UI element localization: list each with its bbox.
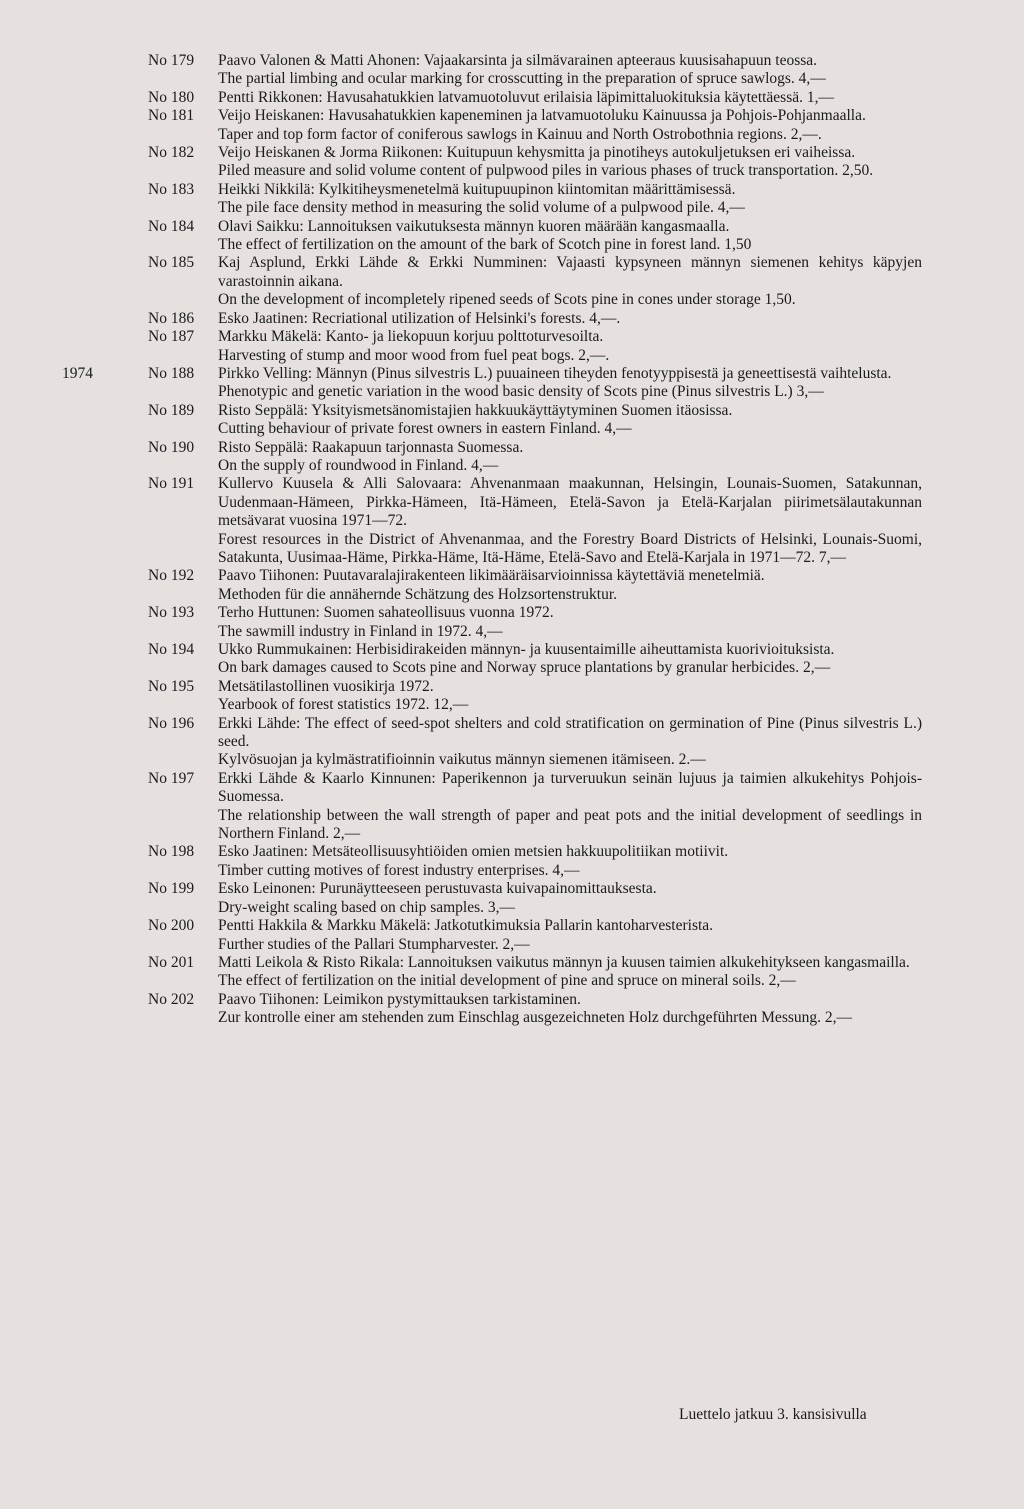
publication-translation: On the development of incompletely ripened seeds of Scots pine in cones under storage 1,50.: [218, 291, 796, 309]
publication-number: No 192: [148, 567, 195, 585]
publication-number: No 184: [148, 217, 195, 235]
publication-title: Olavi Saikku: Lannoituksen vaikutuksesta männyn kuoren määrään kangasmaalla.: [218, 217, 730, 235]
publication-translation: Zur kontrolle einer am stehenden zum Einschlag ausgezeichneten Holz durchgeführten Messung. 2,—: [218, 1009, 853, 1027]
publication-translation: Phenotypic and genetic variation in the wood basic density of Scots pine (Pinus silvestris L.) 3,—: [218, 383, 824, 401]
publication-translation: The effect of fertilization on the amount of the bark of Scotch pine in forest land. 1,50: [218, 236, 752, 254]
publication-number: No 191: [148, 475, 195, 493]
publication-text: [218, 328, 922, 365]
publication-entry: [0, 310, 1024, 328]
publication-number: No 200: [148, 917, 195, 935]
publication-number: No 193: [148, 604, 195, 622]
publication-entry: [0, 328, 1024, 365]
publication-title: Matti Leikola & Risto Rikala: Lannoituksen vaikutus männyn ja kuusen taimien alkukehitykseen kangasmailla.: [218, 953, 910, 971]
publication-title: Esko Leinonen: Purunäytteeseen perustuvasta kuivapainomittauksesta.: [218, 880, 657, 898]
publication-number: No 181: [148, 107, 195, 125]
publication-text: [218, 954, 922, 991]
publication-translation: The relationship between the wall strength of paper and peat pots and the initial development of seedlings in Northern Finland. 2,—: [218, 806, 922, 843]
continuation-note: Luettelo jatkuu 3. kansisivulla: [679, 1406, 867, 1423]
publication-number: No 185: [148, 254, 195, 272]
publication-title: Heikki Nikkilä: Kylkitiheysmenetelmä kuitupuupinon kiintomitan määrittämisessä.: [218, 180, 736, 198]
publication-text: [218, 439, 922, 476]
publication-title: Kullervo Kuusela & Alli Salovaara: Ahvenanmaan maakunnan, Helsingin, Lounais-Suomen, Satakunnan, Uudenmaan-Hämeen, Pirkka-Hämeen, Itä-Hämeen, Etelä-Savon ja Etelä-Karjalan piirimetsälautakunnan metsävarat vuosina 1971—72.: [218, 475, 922, 530]
publication-title: Paavo Tiihonen: Leimikon pystymittauksen tarkistaminen.: [218, 990, 581, 1008]
publication-translation: The sawmill industry in Finland in 1972. 4,—: [218, 622, 503, 640]
publication-text: [218, 52, 922, 89]
publication-number: No 183: [148, 180, 195, 198]
publication-entry: [0, 715, 1024, 770]
publication-number: No 196: [148, 714, 195, 732]
publication-number: No 188: [148, 364, 195, 382]
publication-title: Kaj Asplund, Erkki Lähde & Erkki Numminen: Vajaasti kypsyneen männyn siemenen kehitys käpyjen varastoinnin aikana.: [218, 254, 922, 290]
publication-text: [218, 475, 922, 567]
year-label: 1974: [62, 364, 93, 382]
publication-title: Esko Jaatinen: Recriational utilization of Helsinki's forests. 4,—.: [218, 309, 621, 327]
publication-translation: The pile face density method in measuring the solid volume of a pulpwood pile. 4,—: [218, 199, 745, 217]
publication-entry: [0, 144, 1024, 181]
publication-entry: [0, 770, 1024, 844]
publication-title: Veijo Heiskanen & Jorma Riikonen: Kuitupuun kehysmitta ja pinotiheys autokuljetuksen eri vaiheissa.: [218, 144, 856, 162]
publication-entry: [0, 678, 1024, 715]
publication-entry: [0, 843, 1024, 880]
publication-number: No 189: [148, 401, 195, 419]
publication-translation: The partial limbing and ocular marking for crosscutting in the preparation of spruce sawlogs. 4,—: [218, 70, 826, 88]
publication-text: [218, 604, 922, 641]
publication-entry: [0, 439, 1024, 476]
publication-entry: [0, 475, 1024, 567]
publication-title: Metsätilastollinen vuosikirja 1972.: [218, 677, 434, 695]
publication-list: [0, 52, 1024, 1028]
publication-translation: Dry-weight scaling based on chip samples. 3,—: [218, 898, 516, 916]
publication-title: Pentti Rikkonen: Havusahatukkien latvamuotoluvut erilaisia läpimittaluokituksia käytettäessä. 1,—: [218, 88, 835, 106]
publication-entry: [0, 218, 1024, 255]
publication-text: [218, 917, 922, 954]
publication-text: [218, 991, 922, 1028]
publication-text: [218, 365, 922, 402]
publication-title: Erkki Lähde & Kaarlo Kinnunen: Paperikennon ja turveruukun seinän lujuus ja taimien alkukehitys Pohjois-Suomessa.: [218, 769, 922, 806]
publication-number: No 186: [148, 309, 195, 327]
publication-number: No 197: [148, 769, 195, 787]
publication-translation: The effect of fertilization on the initial development of pine and spruce on mineral soils. 2,—: [218, 972, 796, 990]
publication-title: Risto Seppälä: Raakapuun tarjonnasta Suomessa.: [218, 438, 524, 456]
publication-text: [218, 402, 922, 439]
publication-entry: [0, 402, 1024, 439]
publication-number: No 198: [148, 843, 195, 861]
publication-number: No 182: [148, 144, 195, 162]
publication-text: [218, 843, 922, 880]
publication-title: Markku Mäkelä: Kanto- ja liekopuun korjuu polttoturvesoilta.: [218, 328, 604, 346]
publication-translation: Piled measure and solid volume content of pulpwood piles in various phases of truck transportation. 2,50.: [218, 162, 874, 180]
publication-number: No 194: [148, 641, 195, 658]
publication-text: [218, 181, 922, 218]
publication-entry: [0, 567, 1024, 604]
publication-text: [218, 770, 922, 844]
publication-title: Erkki Lähde: The effect of seed-spot shelters and cold stratification on germination of Pine (Pinus silvestris L.) seed.: [218, 714, 922, 751]
publication-text: [218, 678, 922, 715]
publication-number: No 199: [148, 880, 195, 898]
publication-translation: On the supply of roundwood in Finland. 4,—: [218, 456, 499, 474]
publication-translation: On bark damages caused to Scots pine and Norway spruce plantations by granular herbicides. 2,—: [218, 659, 831, 677]
publication-title: Esko Jaatinen: Metsäteollisuusyhtiöiden omien metsien hakkuupolitiikan motiivit.: [218, 843, 729, 861]
publication-translation: Timber cutting motives of forest industry enterprises. 4,—: [218, 861, 580, 879]
publication-text: [218, 641, 922, 678]
publication-number: No 180: [148, 88, 195, 106]
publication-title: Pirkko Velling: Männyn (Pinus silvestris L.) puuaineen tiheyden fenotyyppisestä ja geneettisestä vaihtelusta.: [218, 364, 892, 382]
publication-translation: Forest resources in the District of Ahvenanmaa, and the Forestry Board Districts of Helsinki, Lounais-Suomi, Satakunta, Uusimaa-Häme, Pirkka-Häme, Itä-Häme, Etelä-Savo and Etelä-Karjala in 1971—72. 7,—: [218, 530, 922, 566]
publication-entry: [0, 181, 1024, 218]
publication-entry: [0, 991, 1024, 1028]
publication-title: Veijo Heiskanen: Havusahatukkien kapeneminen ja latvamuotoluku Kainuussa ja Pohjois-Pohjanmaalla.: [218, 107, 866, 125]
publication-translation: Taper and top form factor of coniferous sawlogs in Kainuu and North Ostrobothnia regions. 2,—.: [218, 125, 822, 143]
publication-text: [218, 880, 922, 917]
publication-text: [218, 144, 922, 181]
publication-text: [218, 89, 922, 107]
publication-number: No 179: [148, 52, 195, 69]
publication-entry: [0, 365, 1024, 402]
publication-entry: [0, 954, 1024, 991]
publication-number: No 190: [148, 438, 195, 456]
publication-translation: Kylvösuojan ja kylmästratifioinnin vaikutus männyn siemenen itämiseen. 2.—: [218, 751, 706, 769]
publication-translation: Yearbook of forest statistics 1972. 12,—: [218, 696, 469, 714]
publication-title: Risto Seppälä: Yksityismetsänomistajien hakkuukäyttäytyminen Suomen itäosissa.: [218, 401, 733, 419]
publication-entry: [0, 880, 1024, 917]
publication-text: [218, 310, 922, 328]
publication-translation: Methoden für die annähernde Schätzung des Holzsortenstruktur.: [218, 585, 618, 603]
publication-title: Ukko Rummukainen: Herbisidirakeiden männyn- ja kuusentaimille aiheuttamista kuorivioituksista.: [218, 641, 835, 658]
publication-entry: [0, 107, 1024, 144]
publication-entry: [0, 89, 1024, 107]
publication-title: Paavo Tiihonen: Puutavaralajirakenteen likimääräisarvioinnissa käytettäviä menetelmiä.: [218, 567, 765, 585]
publication-text: [218, 107, 922, 144]
publication-number: No 202: [148, 990, 195, 1008]
publication-title: Terho Huttunen: Suomen sahateollisuus vuonna 1972.: [218, 604, 554, 622]
publication-entry: [0, 254, 1024, 309]
publication-entry: [0, 52, 1024, 89]
publication-translation: Harvesting of stump and moor wood from fuel peat bogs. 2,—.: [218, 346, 610, 364]
publication-number: No 201: [148, 953, 195, 971]
publication-text: [218, 254, 922, 309]
publication-text: [218, 567, 922, 604]
publication-text: [218, 715, 922, 770]
publication-text: [218, 218, 922, 255]
publication-entry: [0, 917, 1024, 954]
publication-entry: [0, 641, 1024, 678]
publication-translation: Further studies of the Pallari Stumpharvester. 2,—: [218, 935, 530, 953]
publication-title: Paavo Valonen & Matti Ahonen: Vajaakarsinta ja silmävarainen apteeraus kuusisahapuun teossa.: [218, 52, 818, 69]
publication-number: No 195: [148, 677, 195, 695]
publication-entry: [0, 604, 1024, 641]
publication-translation: Cutting behaviour of private forest owners in eastern Finland. 4,—: [218, 420, 632, 438]
publication-number: No 187: [148, 328, 195, 346]
publication-title: Pentti Hakkila & Markku Mäkelä: Jatkotutkimuksia Pallarin kantoharvesterista.: [218, 917, 714, 935]
